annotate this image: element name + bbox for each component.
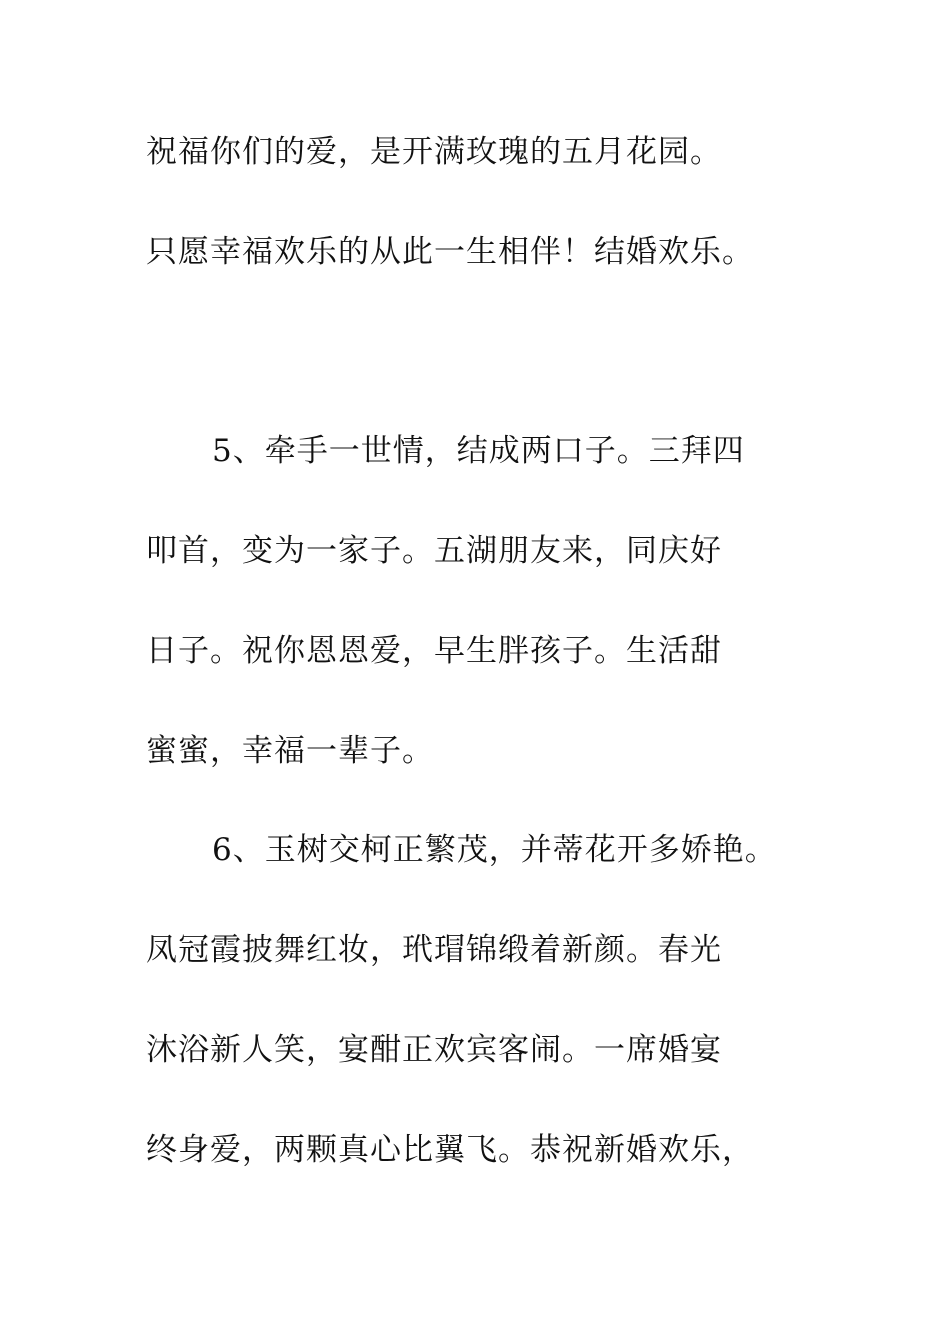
text-line: 祝福你们的爱，是开满玫瑰的五月花园。 — [146, 134, 722, 170]
paragraph-start-line: 5、牵手一世情，结成两口子。三拜四 — [212, 433, 745, 469]
text-line: 终身爱，两颗真心比翼飞。恭祝新婚欢乐， — [146, 1132, 754, 1168]
text-line: 沐浴新人笑，宴酣正欢宾客闹。一席婚宴 — [146, 1032, 722, 1068]
text-line: 蜜蜜，幸福一辈子。 — [146, 733, 434, 769]
text-line: 叩首，变为一家子。五湖朋友来，同庆好 — [146, 533, 722, 569]
text-line: 只愿幸福欢乐的从此一生相伴！结婚欢乐。 — [146, 234, 754, 270]
paragraph-start-line: 6、玉树交柯正繁茂，并蒂花开多娇艳。 — [212, 832, 777, 868]
text-line: 日子。祝你恩恩爱，早生胖孩子。生活甜 — [146, 633, 722, 669]
text-line: 凤冠霞披舞红妆，玳瑁锦缎着新颜。春光 — [146, 932, 722, 968]
